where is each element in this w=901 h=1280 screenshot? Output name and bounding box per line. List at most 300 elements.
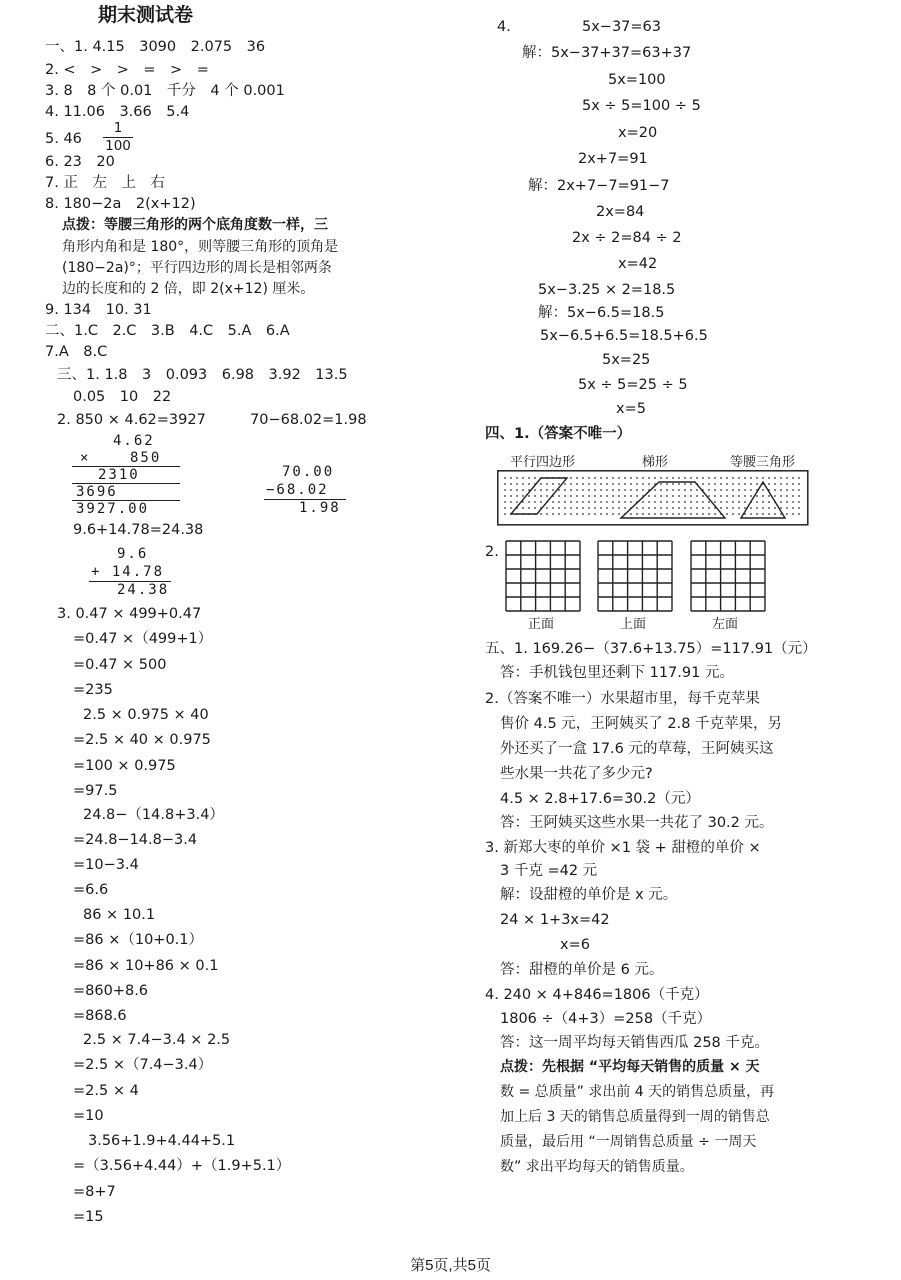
grid-dot [672, 477, 674, 479]
part5-q4-hint: 加上后 3 天的销售总质量得到一周的销售总 [500, 1109, 770, 1125]
eq4-label: 4. [497, 19, 511, 35]
grid-dot [582, 495, 584, 497]
grid-dot [606, 507, 608, 509]
grid-dot [786, 477, 788, 479]
part1-q4: 4. 11.06 3.66 5.4 [45, 104, 190, 120]
grid-dot [576, 489, 578, 491]
grid-dot [714, 477, 716, 479]
grid-dot [642, 483, 644, 485]
part1-q1: 一、1. 4.15 3090 2.075 36 [45, 39, 266, 55]
part5-q2-line: 些水果一共花了多少元? [500, 766, 653, 782]
grid-dot [630, 483, 632, 485]
part3-q3-line: =860+8.6 [73, 983, 149, 999]
grid-dot [678, 507, 680, 509]
grid-dot [768, 483, 770, 485]
eq-line: 5x ÷ 5=25 ÷ 5 [578, 377, 688, 393]
grid-dot [762, 489, 764, 491]
hint-line: (180−2a)°；平行四边形的周长是相邻两条 [62, 260, 332, 276]
part1-q9: 9. 134 10. 31 [45, 302, 152, 318]
grid-dot [678, 501, 680, 503]
grid-dot [522, 507, 524, 509]
grid-dot [726, 513, 728, 515]
grid-dot [720, 489, 722, 491]
grid-dot [660, 513, 662, 515]
grid-dot [588, 495, 590, 497]
grid-dot [702, 513, 704, 515]
grid-dot [624, 501, 626, 503]
grid-dot [618, 501, 620, 503]
grid-dot [714, 483, 716, 485]
grid-dot [786, 495, 788, 497]
grid-dot [642, 513, 644, 515]
grid-dot [726, 477, 728, 479]
part3-q2-c: 9.6+14.78=24.38 [73, 522, 204, 538]
grid-dot [690, 495, 692, 497]
grid-dot [600, 477, 602, 479]
grid-dot [516, 483, 518, 485]
grid-dot [708, 483, 710, 485]
part1-q8: 8. 180−2a 2(x+12) [45, 196, 196, 212]
grid-dot [528, 501, 530, 503]
grid-dot [606, 495, 608, 497]
part5-q4-hint: 数” 求出平均每天的销售质量。 [500, 1159, 694, 1175]
vadd-sum: 24.38 [117, 582, 170, 598]
grid-dot [726, 495, 728, 497]
eq-line: 2x=84 [596, 204, 645, 220]
part3-q3-line: =15 [73, 1209, 104, 1225]
grid-dot [576, 495, 578, 497]
grid-dot [570, 513, 572, 515]
grid-dot [534, 489, 536, 491]
part5-q3-line: 解：设甜橙的单价是 x 元。 [500, 887, 678, 903]
part5-q4-hint: 点拨：先根据 “平均每天销售的质量 × 天 [500, 1059, 760, 1075]
grid-dot [738, 489, 740, 491]
grid-dot [594, 495, 596, 497]
grid-dot [510, 489, 512, 491]
grid-dot [576, 501, 578, 503]
eq-line: 解：5x−6.5=18.5 [538, 305, 665, 321]
grid-dot [666, 501, 668, 503]
grid-dot [738, 501, 740, 503]
grid-dot [636, 495, 638, 497]
grid-dot [762, 495, 764, 497]
grid-dot [750, 495, 752, 497]
grid-dot [762, 513, 764, 515]
grid-dot [726, 501, 728, 503]
part3-q3-line: =0.47 × 500 [73, 657, 167, 673]
part3-q3-line: =10−3.4 [73, 857, 139, 873]
grid-dot [516, 489, 518, 491]
grid-dot [552, 513, 554, 515]
grid-dot [726, 489, 728, 491]
grid-dot [504, 507, 506, 509]
grid-lines [506, 541, 580, 611]
grid-dot [558, 501, 560, 503]
grid-dot [780, 501, 782, 503]
grid-dot [774, 483, 776, 485]
grid-dot [606, 489, 608, 491]
grid-dot [696, 501, 698, 503]
grid-dot [702, 501, 704, 503]
grid-dot [630, 489, 632, 491]
grid-dot [642, 501, 644, 503]
vmul-partial-1: 2310 [98, 467, 140, 483]
grid-dot [684, 489, 686, 491]
grid-dot [672, 495, 674, 497]
grid-dot [762, 507, 764, 509]
grid-dot [690, 501, 692, 503]
part1-q2: 2. < > > = > = [45, 62, 209, 78]
grid-dot [678, 513, 680, 515]
eq-line: 5x−6.5+6.5=18.5+6.5 [540, 328, 708, 344]
grid-dot [588, 513, 590, 515]
grid-dot [540, 489, 542, 491]
fraction-numerator: 1 [113, 120, 123, 136]
grid-dot [540, 501, 542, 503]
grid-dot [534, 495, 536, 497]
grid-dot [714, 489, 716, 491]
grid-dot [798, 483, 800, 485]
grid-dot [744, 501, 746, 503]
grid-dot [738, 495, 740, 497]
grid-dot [792, 477, 794, 479]
vmul-partial-2: 3696 [76, 484, 118, 500]
grid-dot [552, 507, 554, 509]
part3-q3-line: =24.8−14.8−3.4 [73, 832, 198, 848]
grid-dot [510, 507, 512, 509]
grid-dot [522, 477, 524, 479]
eq-line: x=5 [616, 401, 646, 417]
grid-dot [654, 489, 656, 491]
grid-dot [504, 513, 506, 515]
grid-dot [660, 483, 662, 485]
part5-q4-hint: 质量，最后用 “一周销售总质量 ÷ 一周天 [500, 1134, 757, 1150]
grid-dot [564, 513, 566, 515]
grid-dot [630, 513, 632, 515]
grid-dot [666, 513, 668, 515]
part3-q3-line: =10 [73, 1108, 104, 1124]
part5-q1: 五、1. 169.26−（37.6+13.75）=117.91（元） [485, 641, 817, 657]
part3-q2-a: 2. 850 × 4.62=3927 [57, 412, 206, 428]
grid-dot [654, 507, 656, 509]
grid-dot [552, 489, 554, 491]
grid-dot [594, 483, 596, 485]
grid-dot [708, 507, 710, 509]
grid-dot [798, 513, 800, 515]
eq-line: 5x=25 [602, 352, 651, 368]
grid-dot [768, 507, 770, 509]
part5-q4-line: 4. 240 × 4+846=1806（千克） [485, 987, 709, 1003]
eq-line: 2x ÷ 2=84 ÷ 2 [572, 230, 682, 246]
grid-dot [540, 513, 542, 515]
part3-q3-line: 3.56+1.9+4.44+5.1 [88, 1133, 236, 1149]
vadd-addend-1: 9.6 [117, 546, 149, 562]
grid-dot [612, 507, 614, 509]
grid-dot [510, 477, 512, 479]
grid-dot [726, 483, 728, 485]
grid-dot [642, 489, 644, 491]
grid-dot [684, 483, 686, 485]
eq-line: 解：5x−37+37=63+37 [522, 45, 692, 61]
grid-dot [630, 495, 632, 497]
grid-dot [708, 477, 710, 479]
grid-dot [558, 513, 560, 515]
grid-dot [756, 477, 758, 479]
part1-q3: 3. 8 8 个 0.01 千分 4 个 0.001 [45, 83, 285, 99]
grid-dot [582, 501, 584, 503]
vmul-product: 3927.00 [76, 501, 150, 517]
grid-dot [714, 501, 716, 503]
grid-dot [516, 477, 518, 479]
grid-dot [630, 501, 632, 503]
dot-grid-figure [497, 470, 809, 526]
fraction-denominator: 100 [105, 138, 131, 154]
fraction-one-hundredth [103, 121, 133, 154]
part3-q3-line: 2.5 × 0.975 × 40 [83, 707, 209, 723]
part5-q3-line: 3 千克 =42 元 [500, 863, 598, 879]
grid-dot [600, 495, 602, 497]
grid-dot [738, 513, 740, 515]
grid-dot [732, 495, 734, 497]
grid-dot [552, 501, 554, 503]
eq-line: 5x=100 [608, 72, 666, 88]
grid-dot [504, 489, 506, 491]
grid-dot [624, 477, 626, 479]
grid-dot [576, 483, 578, 485]
grid-dot [564, 501, 566, 503]
dot-grid-frame [498, 471, 808, 525]
page-footer: 第5页,共5页 [410, 1257, 491, 1274]
grid-dot [588, 501, 590, 503]
grid-dot [750, 513, 752, 515]
part5-q4-line: 1806 ÷（4+3）=258（千克） [500, 1011, 712, 1027]
grid-dot [612, 495, 614, 497]
grid-dot [756, 483, 758, 485]
grid-dot [582, 507, 584, 509]
grid-dot [690, 489, 692, 491]
grid-dot [558, 495, 560, 497]
grid-dot [654, 513, 656, 515]
view-grid-left [689, 540, 767, 612]
part5-q4-answer: 答：这一周平均每天销售西瓜 258 千克。 [500, 1035, 769, 1051]
grid-dot [600, 483, 602, 485]
grid-dot [750, 489, 752, 491]
grid-dot [600, 489, 602, 491]
eq-line: 解：2x+7−7=91−7 [528, 178, 670, 194]
label-isosceles-triangle: 等腰三角形 [730, 455, 796, 470]
grid-dot [636, 489, 638, 491]
grid-dot [510, 501, 512, 503]
grid-dot [678, 489, 680, 491]
part4-q2: 2. [485, 544, 499, 560]
grid-dot [702, 507, 704, 509]
grid-dot [774, 513, 776, 515]
grid-dot [732, 501, 734, 503]
part3-q1-line2: 0.05 10 22 [73, 389, 172, 405]
grid-dot [768, 477, 770, 479]
grid-dot [720, 495, 722, 497]
grid-dot [606, 477, 608, 479]
vsub-difference: 1.98 [299, 500, 341, 516]
grid-dot [504, 483, 506, 485]
vmul-times-sign: × [80, 450, 91, 466]
grid-dot [702, 477, 704, 479]
grid-dot [594, 477, 596, 479]
grid-dot [570, 507, 572, 509]
vadd-addend-2: + 14.78 [91, 564, 165, 580]
grid-dot [696, 513, 698, 515]
part5-q2-line: 外还买了一盒 17.6 元的草莓，王阿姨买这 [500, 741, 774, 757]
grid-dot [606, 513, 608, 515]
part3-q3-line: =2.5 ×（7.4−3.4） [73, 1057, 213, 1073]
grid-dot [540, 495, 542, 497]
grid-dot [744, 477, 746, 479]
grid-dot [582, 483, 584, 485]
grid-dot [762, 477, 764, 479]
part3-q3-line: =868.6 [73, 1008, 127, 1024]
grid-dot [720, 501, 722, 503]
grid-dot [690, 507, 692, 509]
grid-dot [654, 501, 656, 503]
part5-q2-line: 售价 4.5 元，王阿姨买了 2.8 千克苹果，另 [500, 716, 783, 732]
part1-q6: 6. 23 20 [45, 154, 115, 170]
grid-dot [546, 495, 548, 497]
part3-q3-line: =8+7 [73, 1184, 116, 1200]
grid-dot [690, 483, 692, 485]
part3-q3-line: =（3.56+4.44）+（1.9+5.1） [73, 1158, 291, 1174]
part5-q3-line: 3. 新郑大枣的单价 ×1 袋 + 甜橙的单价 × [485, 840, 761, 856]
grid-dot [576, 477, 578, 479]
grid-dot [558, 507, 560, 509]
grid-dot [690, 477, 692, 479]
grid-dot [564, 507, 566, 509]
grid-dot [648, 513, 650, 515]
grid-dot [660, 495, 662, 497]
grid-dot [732, 477, 734, 479]
part5-q3-line: 24 × 1+3x=42 [500, 912, 610, 928]
grid-dot [702, 483, 704, 485]
grid-dot [798, 507, 800, 509]
part5-q4-hint: 数 = 总质量” 求出前 4 天的销售总质量，再 [500, 1084, 775, 1100]
view-label-top: 上面 [620, 617, 647, 632]
grid-dot [714, 513, 716, 515]
vmul-multiplicand: 4.62 [113, 433, 155, 449]
grid-dot [774, 477, 776, 479]
grid-dot [798, 501, 800, 503]
grid-dot [738, 477, 740, 479]
grid-dot [720, 483, 722, 485]
part5-q3-line: x=6 [560, 937, 590, 953]
grid-dot [594, 501, 596, 503]
grid-dot [534, 507, 536, 509]
grid-dot [612, 477, 614, 479]
eq-line: 2x+7=91 [578, 151, 648, 167]
page-title: 期末测试卷 [98, 4, 194, 26]
eq-line: 5x ÷ 5=100 ÷ 5 [582, 98, 701, 114]
grid-dot [780, 477, 782, 479]
grid-dot [516, 495, 518, 497]
part3-q3-line: =86 ×（10+0.1） [73, 932, 204, 948]
grid-dot [612, 501, 614, 503]
grid-dot [744, 507, 746, 509]
grid-dot [558, 483, 560, 485]
grid-dot [582, 513, 584, 515]
grid-dot [696, 477, 698, 479]
grid-dot [696, 507, 698, 509]
grid-dot [702, 495, 704, 497]
grid-dot [636, 477, 638, 479]
part1-q5: 5. 46 [45, 131, 82, 147]
grid-dot [780, 489, 782, 491]
grid-dot [792, 489, 794, 491]
grid-dot [762, 501, 764, 503]
grid-dot [756, 501, 758, 503]
grid-dot [504, 477, 506, 479]
grid-dot [798, 495, 800, 497]
grid-dot [624, 495, 626, 497]
grid-dot [696, 495, 698, 497]
grid-dot [576, 507, 578, 509]
grid-lines [598, 541, 672, 611]
grid-dot [666, 477, 668, 479]
grid-dot [738, 507, 740, 509]
grid-dot [750, 477, 752, 479]
grid-dot [510, 483, 512, 485]
grid-dot [684, 513, 686, 515]
grid-dot [684, 495, 686, 497]
grid-dot [744, 495, 746, 497]
part5-q2-line: 4.5 × 2.8+17.6=30.2（元） [500, 791, 700, 807]
grid-dot [672, 483, 674, 485]
grid-dot [594, 513, 596, 515]
grid-dot [612, 489, 614, 491]
part3-q3-line: =97.5 [73, 783, 118, 799]
grid-dot [570, 495, 572, 497]
grid-dot [564, 489, 566, 491]
grid-dot [642, 477, 644, 479]
grid-dot [528, 477, 530, 479]
grid-dot [648, 507, 650, 509]
grid-dot [666, 507, 668, 509]
grid-dot [756, 507, 758, 509]
grid-dot [750, 507, 752, 509]
grid-dot [618, 507, 620, 509]
grid-dot [666, 495, 668, 497]
part3-q3-line: 24.8−（14.8+3.4） [83, 807, 224, 823]
part3-q3-line: =2.5 × 4 [73, 1083, 139, 1099]
grid-dot [684, 507, 686, 509]
grid-dot [624, 489, 626, 491]
grid-dot [516, 501, 518, 503]
grid-dot [504, 495, 506, 497]
grid-dot [660, 507, 662, 509]
grid-dot [600, 513, 602, 515]
grid-dot [750, 483, 752, 485]
grid-dot [648, 501, 650, 503]
grid-dot [672, 501, 674, 503]
grid-dot [786, 489, 788, 491]
grid-dot [546, 489, 548, 491]
grid-dot [606, 501, 608, 503]
part5-q2-line: 2.（答案不唯一）水果超市里，每千克苹果 [485, 691, 760, 707]
grid-dot [504, 501, 506, 503]
grid-dot [636, 507, 638, 509]
grid-dot [630, 477, 632, 479]
grid-dot [618, 513, 620, 515]
grid-dot [774, 489, 776, 491]
grid-dot [642, 507, 644, 509]
part5-q3-answer: 答：甜橙的单价是 6 元。 [500, 962, 664, 978]
